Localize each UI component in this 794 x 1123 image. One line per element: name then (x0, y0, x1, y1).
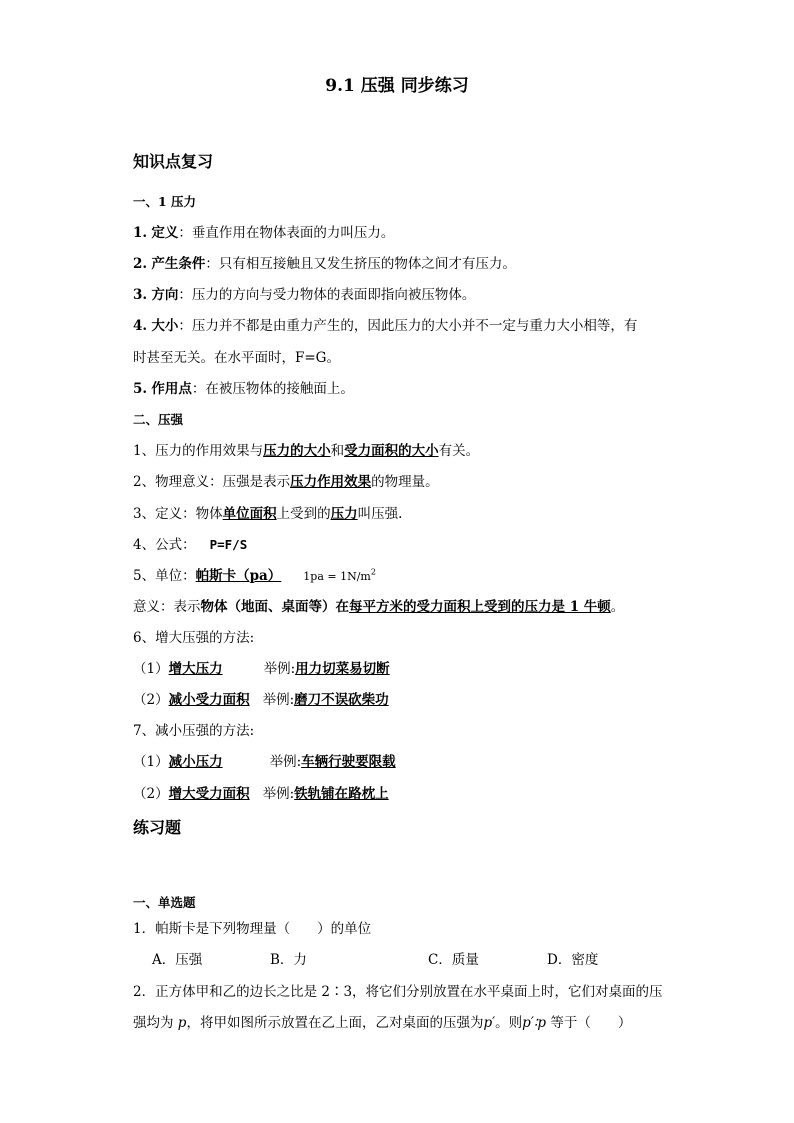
item-text: ：只有相互接触且又发生挤压的物体之间才有压力。 (205, 256, 516, 272)
decrease-heading: 7、减小压强的方法: (133, 723, 255, 739)
key-term: 物体（地面、桌面等）在 (200, 599, 349, 615)
example-label: 举例: (269, 754, 302, 770)
option-d: D．密度 (547, 952, 599, 968)
example-label: 举例: (263, 661, 296, 677)
pressure-item-3 (133, 286, 475, 304)
decrease-method-2 (133, 785, 389, 803)
pressure-ratio: p′∶p (522, 1015, 547, 1031)
method-num: （1） (133, 754, 169, 770)
unit-equation: 1pa = 1N/m (303, 570, 371, 583)
method-name: 减小受力面积 (168, 692, 250, 708)
method-name: 减小压力 (168, 754, 223, 770)
key-term: 单位面积 (222, 506, 277, 522)
pressure-item-5 (133, 380, 354, 398)
text-fragment: 1、压力的作用效果与 (133, 443, 264, 459)
section-heading-review: 知识点复习 (133, 152, 214, 171)
question-1: 1．帕斯卡是下列物理量（ ）的单位 (133, 921, 372, 937)
text-fragment: 等于（ ） (546, 1015, 632, 1031)
exercise-heading: 一、单选题 (133, 895, 196, 910)
example-text: 车辆行驶要限载 (301, 754, 396, 770)
decrease-method-1 (133, 753, 396, 771)
meaning-line (133, 598, 624, 616)
question-1-options (152, 951, 598, 969)
text-fragment: 。 (610, 599, 625, 615)
key-term: 压力 (330, 506, 358, 522)
pressure-item-4 (133, 317, 637, 335)
item-text: ：压力的方向与受力物体的表面即指向被压物体。 (178, 287, 476, 303)
increase-method-1 (133, 660, 390, 678)
page-title: 9.1 压强 同步练习 (325, 76, 469, 96)
option-b: B．力 (270, 952, 307, 968)
pressure-item-1 (133, 224, 394, 242)
text-fragment: 和 (330, 443, 345, 459)
method-name: 增大压力 (168, 661, 223, 677)
pressure-item-4-continued: 时甚至无关。在水平面时，F=G。 (133, 350, 340, 366)
item-term: 作用点 (151, 381, 192, 397)
example-label: 举例: (262, 692, 295, 708)
key-term: 压力的大小 (263, 443, 331, 459)
unit-line (133, 567, 376, 586)
formula: P=F/S (209, 537, 248, 552)
method-num: （1） (133, 661, 169, 677)
example-text: 用力切菜易切断 (295, 661, 390, 677)
text-fragment: 的物理量。 (371, 474, 439, 490)
increase-method-2 (133, 691, 389, 709)
question-2-line-1: 2．正方体甲和乙的边长之比是 2∶3，将它们分别放置在水平桌面上时，它们对桌面的压 (133, 984, 663, 1000)
text-fragment: 。则 (495, 1015, 523, 1031)
pressure-symbol: p (177, 1015, 187, 1031)
item-term: 定义 (151, 225, 179, 241)
part1-heading: 一、1 压力 (133, 194, 197, 209)
pressure-symbol-prime: p′ (483, 1015, 496, 1031)
item-num: 3. (133, 287, 148, 303)
text-fragment: 2、物理意义：压强是表示 (133, 474, 291, 490)
item-text: ：在被压物体的接触面上。 (191, 381, 354, 397)
item-text: ：压力并不都是由重力产生的，因此压力的大小并不一定与重力大小相等，有 (178, 318, 638, 334)
text-fragment: 5、单位： (133, 568, 196, 584)
item-num: 4. (133, 318, 148, 334)
text-fragment: 上受到的 (276, 506, 331, 522)
key-term: 受力面积的大小 (344, 443, 439, 459)
method-num: （2） (133, 786, 169, 802)
option-c: C．质量 (428, 952, 479, 968)
key-term: 每平方米的受力面积上受到的压力是 1 牛顿 (349, 599, 611, 615)
item-term: 大小 (151, 318, 179, 334)
section-heading-exercises: 练习题 (133, 818, 182, 837)
method-name: 增大受力面积 (168, 786, 250, 802)
item-num: 2. (133, 256, 148, 272)
text-fragment: 3、定义：物体 (133, 506, 223, 522)
item-term: 产生条件 (151, 256, 206, 272)
item-num: 5. (133, 381, 148, 397)
text-fragment: 意义：表示 (133, 599, 201, 615)
pressure-item-2 (133, 255, 516, 273)
example-text: 铁轨铺在路枕上 (294, 786, 389, 802)
part2-heading: 二、压强 (133, 412, 184, 427)
definition-line (133, 505, 402, 523)
question-2-line-2 (133, 1014, 631, 1032)
text-fragment: 4、公式： (133, 537, 196, 553)
item-term: 方向 (151, 287, 179, 303)
text-fragment: 强均为 (133, 1015, 174, 1031)
pressure-effect-line (133, 442, 479, 460)
unit-name: 帕斯卡（pa） (195, 568, 282, 584)
increase-heading: 6、增大压强的方法: (133, 630, 255, 646)
item-text: ：垂直作用在物体表面的力叫压力。 (178, 225, 395, 241)
text-fragment: 叫压强. (357, 506, 403, 522)
option-a: A．压强 (152, 952, 203, 968)
physical-meaning-line (133, 473, 439, 491)
example-label: 举例: (262, 786, 295, 802)
formula-line (133, 536, 247, 554)
method-num: （2） (133, 692, 169, 708)
unit-exponent: 2 (370, 567, 376, 577)
key-term: 压力作用效果 (290, 474, 372, 490)
item-num: 1. (133, 225, 148, 241)
text-fragment: ，将甲如图所示放置在乙上面，乙对桌面的压强为 (186, 1015, 484, 1031)
example-text: 磨刀不误砍柴功 (294, 692, 389, 708)
text-fragment: 有关。 (438, 443, 480, 459)
